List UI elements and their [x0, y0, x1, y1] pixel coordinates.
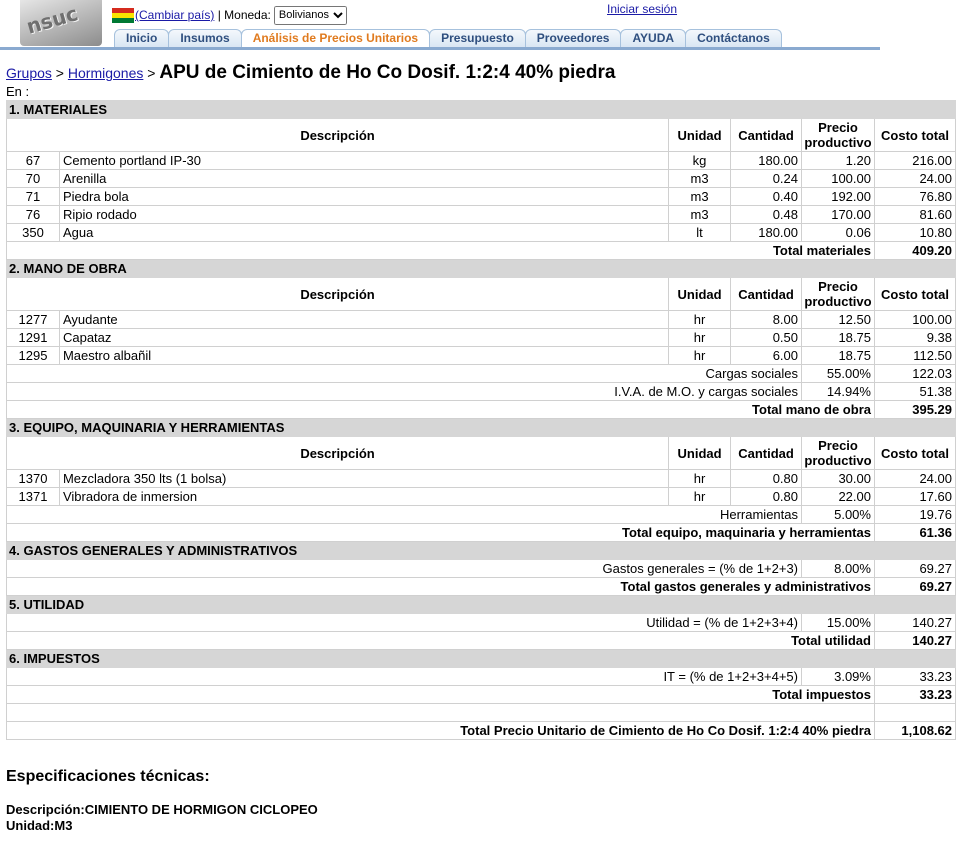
item-total: 100.00 [874, 311, 955, 329]
item-quantity: 0.24 [731, 170, 802, 188]
col-description: Descripción [7, 437, 669, 470]
surcharge-value: 33.23 [874, 668, 955, 686]
item-code: 1291 [7, 329, 60, 347]
column-header-row [7, 437, 956, 470]
table-row [7, 470, 956, 488]
section-title: 3. EQUIPO, MAQUINARIA Y HERRAMIENTAS [7, 419, 956, 437]
section-title: 2. MANO DE OBRA [7, 260, 956, 278]
section-header-row [7, 419, 956, 437]
col-total: Costo total [874, 437, 955, 470]
subtotal-label: Total impuestos [7, 686, 875, 704]
spacer-row [7, 704, 956, 722]
col-price-line2: productivo [804, 135, 872, 150]
item-unit: m3 [669, 188, 731, 206]
column-header-row [7, 278, 956, 311]
spec-description-value: CIMIENTO DE HORMIGON CICLOPEO [84, 802, 318, 817]
bolivia-flag-icon [112, 8, 134, 23]
item-unit: hr [669, 488, 731, 506]
item-price: 170.00 [802, 206, 875, 224]
item-price: 1.20 [802, 152, 875, 170]
subtotal-value: 69.27 [874, 578, 955, 596]
item-quantity: 0.48 [731, 206, 802, 224]
specs-block [6, 802, 318, 834]
surcharge-percent: 55.00% [802, 365, 875, 383]
table-row [7, 488, 956, 506]
item-total: 76.80 [874, 188, 955, 206]
item-quantity: 180.00 [731, 224, 802, 242]
surcharge-percent: 15.00% [802, 614, 875, 632]
item-unit: hr [669, 470, 731, 488]
column-header-row [7, 119, 956, 152]
section-header-row [7, 596, 956, 614]
surcharge-row [7, 365, 956, 383]
breadcrumb-sep: > [143, 65, 160, 81]
surcharge-row [7, 560, 956, 578]
item-code: 76 [7, 206, 60, 224]
surcharge-label: IT = (% de 1+2+3+4+5) [7, 668, 802, 686]
section-header-row [7, 260, 956, 278]
surcharge-label: Herramientas [7, 506, 802, 524]
item-quantity: 0.80 [731, 488, 802, 506]
item-code: 350 [7, 224, 60, 242]
col-price [802, 119, 875, 152]
item-total: 216.00 [874, 152, 955, 170]
table-row [7, 170, 956, 188]
tab-proveedores[interactable]: Proveedores [525, 29, 622, 47]
breadcrumb-hormigones-link[interactable]: Hormigones [67, 65, 144, 81]
item-description: Ripio rodado [59, 206, 668, 224]
item-quantity: 0.50 [731, 329, 802, 347]
item-total: 17.60 [874, 488, 955, 506]
col-unit: Unidad [669, 278, 731, 311]
surcharge-label: Gastos generales = (% de 1+2+3) [7, 560, 802, 578]
item-description: Cemento portland IP-30 [59, 152, 668, 170]
spacer-cell [874, 704, 955, 722]
table-row [7, 311, 956, 329]
item-unit: m3 [669, 170, 731, 188]
section-title: 4. GASTOS GENERALES Y ADMINISTRATIVOS [7, 542, 956, 560]
col-total: Costo total [874, 278, 955, 311]
surcharge-value: 19.76 [874, 506, 955, 524]
main-nav-tabs [114, 29, 781, 47]
tab-ayuda[interactable]: AYUDA [620, 29, 686, 47]
subtotal-row [7, 632, 956, 650]
col-price-line1: Precio [818, 438, 858, 453]
surcharge-row [7, 506, 956, 524]
surcharge-row [7, 614, 956, 632]
spacer-cell [7, 704, 875, 722]
item-code: 71 [7, 188, 60, 206]
section-title: 6. IMPUESTOS [7, 650, 956, 668]
surcharge-label: Utilidad = (% de 1+2+3+4) [7, 614, 802, 632]
item-total: 10.80 [874, 224, 955, 242]
subtotal-value: 409.20 [874, 242, 955, 260]
item-description: Agua [59, 224, 668, 242]
item-price: 30.00 [802, 470, 875, 488]
item-description: Mezcladora 350 lts (1 bolsa) [59, 470, 668, 488]
subtotal-value: 395.29 [874, 401, 955, 419]
item-price: 12.50 [802, 311, 875, 329]
spec-unit-value: M3 [54, 818, 73, 833]
tab-analisis-precios-unitarios[interactable]: Análisis de Precios Unitarios [241, 29, 430, 47]
subtotal-label: Total materiales [7, 242, 875, 260]
item-unit: lt [669, 224, 731, 242]
surcharge-value: 69.27 [874, 560, 955, 578]
breadcrumb-grupos-link[interactable]: Grupos [6, 65, 52, 81]
breadcrumb [6, 62, 615, 84]
en-label: En : [6, 84, 30, 99]
tab-contactanos[interactable]: Contáctanos [685, 29, 782, 47]
item-unit: kg [669, 152, 731, 170]
subtotal-row [7, 524, 956, 542]
item-description: Arenilla [59, 170, 668, 188]
item-description: Vibradora de inmersion [59, 488, 668, 506]
separator: | [214, 8, 225, 22]
subtotal-row [7, 242, 956, 260]
item-description: Capataz [59, 329, 668, 347]
item-price: 192.00 [802, 188, 875, 206]
col-quantity: Cantidad [731, 119, 802, 152]
item-code: 1277 [7, 311, 60, 329]
nav-divider [0, 47, 880, 50]
item-unit: hr [669, 347, 731, 365]
subtotal-row [7, 401, 956, 419]
subtotal-label: Total mano de obra [7, 401, 875, 419]
surcharge-percent: 5.00% [802, 506, 875, 524]
specs-title: Especificaciones técnicas: [6, 768, 210, 785]
spec-description-label: Descripción: [6, 802, 85, 817]
breadcrumb-sep: > [51, 65, 68, 81]
surcharge-percent: 8.00% [802, 560, 875, 578]
subtotal-label: Total utilidad [7, 632, 875, 650]
table-row [7, 347, 956, 365]
surcharge-value: 51.38 [874, 383, 955, 401]
section-title: 1. MATERIALES [7, 101, 956, 119]
section-title: 5. UTILIDAD [7, 596, 956, 614]
tab-inicio[interactable]: Inicio [114, 29, 169, 47]
subtotal-value: 140.27 [874, 632, 955, 650]
table-row [7, 224, 956, 242]
subtotal-label: Total gastos generales y administrativos [7, 578, 875, 596]
surcharge-row [7, 668, 956, 686]
spec-unit [6, 818, 318, 834]
item-total: 24.00 [874, 170, 955, 188]
item-unit: hr [669, 311, 731, 329]
col-price-line1: Precio [818, 120, 858, 135]
item-quantity: 180.00 [731, 152, 802, 170]
item-description: Maestro albañil [59, 347, 668, 365]
subtotal-row [7, 578, 956, 596]
item-total: 9.38 [874, 329, 955, 347]
col-price [802, 437, 875, 470]
surcharge-row [7, 383, 956, 401]
surcharge-value: 140.27 [874, 614, 955, 632]
subtotal-value: 61.36 [874, 524, 955, 542]
item-price: 22.00 [802, 488, 875, 506]
site-logo[interactable] [20, 0, 102, 46]
item-price: 18.75 [802, 329, 875, 347]
logo-text: nsuc [23, 1, 81, 39]
item-description: Ayudante [59, 311, 668, 329]
surcharge-percent: 14.94% [802, 383, 875, 401]
col-price-line2: productivo [804, 294, 872, 309]
page-title: APU de Cimiento de Ho Co Dosif. 1:2:4 40% piedra [159, 62, 616, 83]
col-price [802, 278, 875, 311]
item-description: Piedra bola [59, 188, 668, 206]
subtotal-value: 33.23 [874, 686, 955, 704]
item-quantity: 0.40 [731, 188, 802, 206]
table-row [7, 206, 956, 224]
login-link[interactable]: Iniciar sesión [607, 2, 678, 16]
col-description: Descripción [7, 119, 669, 152]
item-quantity: 0.80 [731, 470, 802, 488]
subtotal-row [7, 686, 956, 704]
table-row [7, 329, 956, 347]
currency-label: Moneda: [224, 8, 271, 22]
item-unit: hr [669, 329, 731, 347]
col-quantity: Cantidad [731, 278, 802, 311]
item-code: 1370 [7, 470, 60, 488]
item-code: 1295 [7, 347, 60, 365]
col-price-line2: productivo [804, 453, 872, 468]
item-total: 24.00 [874, 470, 955, 488]
item-code: 67 [7, 152, 60, 170]
apu-table [6, 100, 956, 740]
section-header-row [7, 101, 956, 119]
grand-total-row [7, 722, 956, 740]
item-price: 0.06 [802, 224, 875, 242]
surcharge-label: I.V.A. de M.O. y cargas sociales [7, 383, 802, 401]
col-price-line1: Precio [818, 279, 858, 294]
section-header-row [7, 650, 956, 668]
surcharge-value: 122.03 [874, 365, 955, 383]
item-code: 1371 [7, 488, 60, 506]
col-unit: Unidad [669, 119, 731, 152]
item-code: 70 [7, 170, 60, 188]
spec-description [6, 802, 318, 818]
col-description: Descripción [7, 278, 669, 311]
tab-insumos[interactable]: Insumos [168, 29, 241, 47]
section-header-row [7, 542, 956, 560]
subtotal-label: Total Precio Unitario de Cimiento de Ho Co Dosif. 1:2:4 40% piedra [7, 722, 875, 740]
item-quantity: 8.00 [731, 311, 802, 329]
table-row [7, 188, 956, 206]
change-country-link[interactable]: (Cambiar país) [135, 8, 215, 22]
col-quantity: Cantidad [731, 437, 802, 470]
tab-presupuesto[interactable]: Presupuesto [429, 29, 526, 47]
spec-unit-label: Unidad: [6, 818, 55, 833]
item-price: 100.00 [802, 170, 875, 188]
item-quantity: 6.00 [731, 347, 802, 365]
table-row [7, 152, 956, 170]
subtotal-value: 1,108.62 [874, 722, 955, 740]
surcharge-label: Cargas sociales [7, 365, 802, 383]
item-total: 112.50 [874, 347, 955, 365]
surcharge-percent: 3.09% [802, 668, 875, 686]
item-total: 81.60 [874, 206, 955, 224]
subtotal-label: Total equipo, maquinaria y herramientas [7, 524, 875, 542]
col-total: Costo total [874, 119, 955, 152]
item-unit: m3 [669, 206, 731, 224]
country-currency-bar [112, 6, 347, 24]
currency-select[interactable] [274, 6, 347, 25]
col-unit: Unidad [669, 437, 731, 470]
item-price: 18.75 [802, 347, 875, 365]
